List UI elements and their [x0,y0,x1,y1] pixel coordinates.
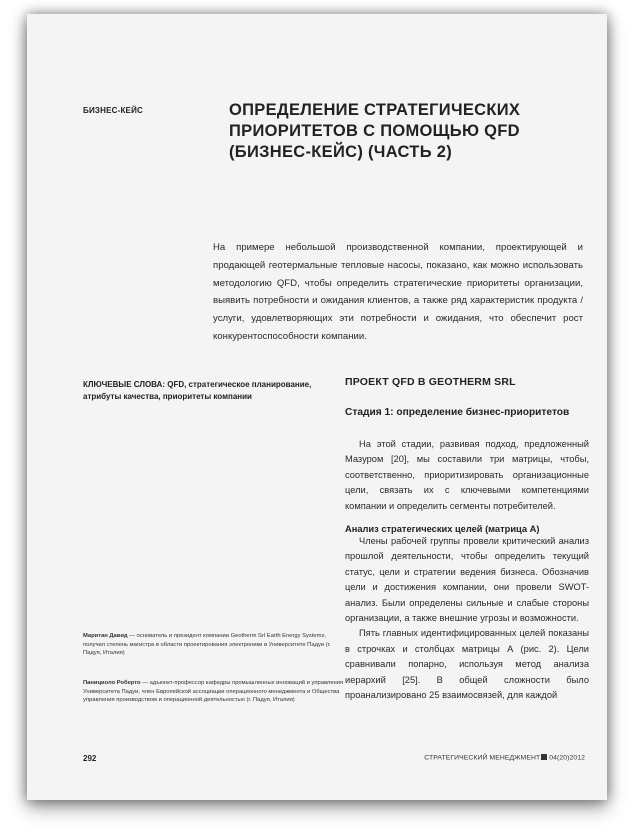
page-number: 292 [83,754,97,763]
paragraph: Члены рабочей группы провели критический анализ прошлой деятельности, чтобы определить текущий статус, цели и стратегии ведения бизнеса. Обозначив цели и достижения компании, они провели SWOT-анализ. Были определены сильные и слабые стороны организации, а также внешние угрозы и возможности. [345,536,589,624]
section-label: БИЗНЕС-КЕЙС [83,106,144,115]
author-note [83,632,345,658]
author-bio: — адъюнкт-профессор кафедры промышленных инноваций и управления Университета Падуи, член Европейской ассоциации операционного менеджмента и Общества управления производством и операционной деятельностью (г. Падуя, Италия) [83,680,344,704]
journal-page [27,14,607,800]
title-line: (БИЗНЕС-КЕЙС) (ЧАСТЬ 2) [229,143,453,161]
title-line: ОПРЕДЕЛЕНИЕ СТРАТЕГИЧЕСКИХ [229,101,521,119]
journal-issue: 04(20)2012 [549,754,585,762]
author-bio: — основатель и президент компании Geotherm Srl Earth Energy Systems, получил степень магистра в области проектирования электроники в Университете Падуи (г. Падуя, Италия) [83,633,331,657]
author-name: Панициоло Роберто [83,680,141,686]
author-name: Маритан Давид [83,633,128,639]
subsection-heading: Анализ стратегических целей (матрица А) [345,524,540,535]
stage-heading: Стадия 1: определение бизнес-приоритетов [345,407,570,418]
paragraph: Пять главных идентифицированных целей показаны в строчках и столбцах матрицы А (рис. 2). Цели сравнивали попарно, используя метод анализа иерархий [25]. В общей сложности было проанализировано 25 взаимосвязей, для каждой [345,628,589,701]
right-column [345,376,589,704]
stage-text: На этой стадии, развивая подход, предложенный Мазуром [20], мы составили три матрицы, чтобы, соответственно, приоритизировать организационные цели, связать их с ключевыми компетенциями компании и определить сегменты потребителей. [345,439,589,511]
keywords: КЛЮЧЕВЫЕ СЛОВА: QFD, стратегическое планирование, атрибуты качества, приоритеты компании [83,380,312,401]
article-title [229,100,589,163]
square-bullet-icon [541,754,547,760]
journal-name: СТРАТЕГИЧЕСКИЙ МЕНЕДЖМЕНТ [424,754,541,762]
title-line: ПРИОРИТЕТОВ С ПОМОЩЬЮ QFD [229,122,520,140]
author-note [83,679,345,705]
abstract: На примере небольшой производственной компании, проектирующей и продающей геотермальные тепловые насосы, показано, как можно использовать методологию QFD, чтобы определить стратегические приоритеты организации, выявить потребности и ожидания клиентов, а также ряд характеристик продукта / услуги, удовлетворяющих эти потребности и ожидания, что обеспечит рост конкурентоспособности компании. [213,242,583,342]
journal-footer [424,754,585,762]
project-heading: ПРОЕКТ QFD В GEOTHERM SRL [345,376,516,388]
